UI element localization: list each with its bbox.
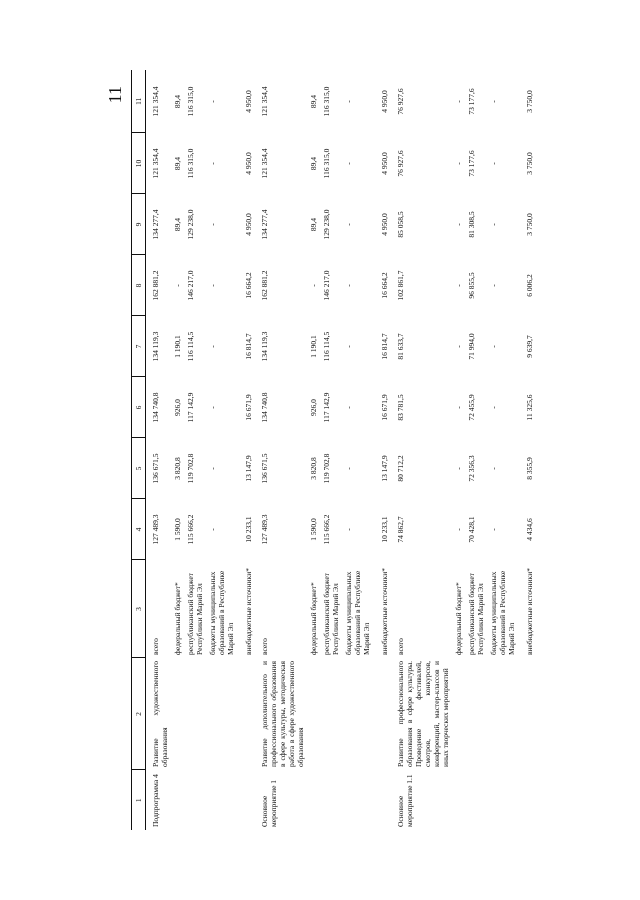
- funding-source-cell: бюджеты муниципальных образований в Республике Марий Эл: [208, 570, 235, 655]
- amount-cell: -: [344, 406, 353, 409]
- table-header-row: [132, 70, 146, 830]
- table-row: [184, 70, 206, 830]
- amount-cell: 102 861,7: [396, 270, 405, 301]
- amount-cell: -: [208, 162, 217, 165]
- funding-source-cell: федеральный бюджет*: [309, 582, 318, 655]
- program-code-cell: Основное мероприятие 1.1: [396, 774, 414, 827]
- amount-cell: -: [208, 528, 217, 531]
- table-row: [320, 70, 342, 830]
- amount-cell: 116 315,0: [186, 148, 195, 179]
- amount-cell: -: [489, 223, 498, 226]
- amount-cell: 16 664,2: [380, 272, 389, 299]
- amount-cell: 926,0: [173, 399, 182, 416]
- amount-cell: 89,4: [309, 217, 318, 232]
- amount-cell: -: [208, 406, 217, 409]
- amount-cell: 116 114,5: [322, 331, 331, 362]
- amount-cell: 4 434,6: [525, 518, 534, 541]
- funding-source-cell: республиканский бюджет Республики Марий Эл: [322, 573, 340, 655]
- amount-cell: 72 455,9: [467, 394, 476, 421]
- amount-cell: 16 814,7: [380, 333, 389, 360]
- amount-cell: -: [208, 223, 217, 226]
- amount-cell: 146 217,0: [322, 270, 331, 301]
- table-row: [342, 70, 378, 830]
- column-header: 6: [132, 377, 146, 438]
- amount-cell: 13 147,9: [244, 455, 253, 482]
- amount-cell: 16 664,2: [244, 272, 253, 299]
- amount-cell: 71 994,0: [467, 333, 476, 360]
- column-header: 2: [132, 658, 146, 770]
- amount-cell: -: [454, 345, 463, 348]
- amount-cell: -: [454, 223, 463, 226]
- funding-source-cell: внебюджетные источники*: [380, 568, 389, 655]
- amount-cell: 116 315,0: [322, 148, 331, 179]
- amount-cell: 134 740,8: [151, 392, 160, 423]
- program-name-cell: [206, 658, 242, 770]
- column-header: 11: [132, 70, 146, 133]
- column-header: 3: [132, 560, 146, 658]
- amount-cell: 116 315,0: [186, 86, 195, 117]
- amount-cell: 76 927,6: [396, 88, 405, 115]
- program-code-cell: [378, 770, 391, 830]
- program-name-cell: Развитие художественного образования: [151, 661, 169, 767]
- amount-cell: 10 233,1: [244, 516, 253, 543]
- amount-cell: 16 671,9: [244, 394, 253, 421]
- program-name-cell: [487, 658, 523, 770]
- amount-cell: -: [489, 406, 498, 409]
- amount-cell: 1 190,1: [173, 335, 182, 358]
- program-code-cell: Основное мероприятие 1: [260, 779, 278, 827]
- amount-cell: -: [454, 284, 463, 287]
- funding-source-cell: внебюджетные источники*: [525, 568, 534, 655]
- amount-cell: 134 277,4: [260, 209, 269, 240]
- amount-cell: 146 217,0: [186, 270, 195, 301]
- amount-cell: 3 820,8: [173, 457, 182, 480]
- amount-cell: 115 666,2: [322, 514, 331, 545]
- table-row: [378, 70, 391, 830]
- amount-cell: 8 355,9: [525, 457, 534, 480]
- funding-source-cell: бюджеты муниципальных образований в Республике Марий Эл: [489, 570, 516, 655]
- amount-cell: 81 308,5: [467, 211, 476, 238]
- program-name-cell: [342, 658, 378, 770]
- amount-cell: 80 712,2: [396, 455, 405, 482]
- amount-cell: 10 233,1: [380, 516, 389, 543]
- amount-cell: -: [309, 284, 318, 287]
- amount-cell: 121 354,4: [151, 148, 160, 179]
- amount-cell: 89,4: [309, 94, 318, 109]
- program-name-cell: [452, 658, 465, 770]
- amount-cell: -: [489, 100, 498, 103]
- table-row: [242, 70, 255, 830]
- amount-cell: 83 781,5: [396, 394, 405, 421]
- program-name-cell: [171, 658, 184, 770]
- table-row: [206, 70, 242, 830]
- amount-cell: 117 142,9: [186, 392, 195, 423]
- amount-cell: 4 950,0: [244, 152, 253, 175]
- amount-cell: 127 489,3: [260, 514, 269, 545]
- amount-cell: 73 177,6: [467, 150, 476, 177]
- amount-cell: -: [344, 345, 353, 348]
- program-name-cell: [378, 658, 391, 770]
- amount-cell: 85 058,5: [396, 211, 405, 238]
- amount-cell: 70 428,1: [467, 516, 476, 543]
- program-code-cell: [342, 770, 378, 830]
- program-name-cell: [242, 658, 255, 770]
- amount-cell: 119 702,8: [186, 453, 195, 484]
- program-code-cell: [206, 770, 242, 830]
- amount-cell: -: [344, 528, 353, 531]
- column-header: 1: [132, 770, 146, 830]
- amount-cell: 162 881,2: [151, 270, 160, 301]
- table-row: [307, 70, 320, 830]
- program-name-cell: [320, 658, 342, 770]
- amount-cell: 89,4: [309, 156, 318, 171]
- amount-cell: 136 671,5: [151, 453, 160, 484]
- amount-cell: 117 142,9: [322, 392, 331, 423]
- funding-source-cell: республиканский бюджет Республики Марий Эл: [467, 573, 485, 655]
- amount-cell: 4 950,0: [380, 213, 389, 236]
- amount-cell: 3 750,0: [525, 213, 534, 236]
- amount-cell: 116 315,0: [322, 86, 331, 117]
- table-row: [465, 70, 487, 830]
- amount-cell: 4 950,0: [244, 90, 253, 113]
- amount-cell: 119 702,8: [322, 453, 331, 484]
- budget-table: [131, 70, 536, 830]
- amount-cell: 134 119,3: [151, 331, 160, 362]
- program-code-cell: [487, 770, 523, 830]
- amount-cell: 134 277,4: [151, 209, 160, 240]
- column-header: 8: [132, 255, 146, 316]
- amount-cell: 11 325,6: [525, 394, 534, 421]
- amount-cell: 127 489,3: [151, 514, 160, 545]
- amount-cell: -: [344, 100, 353, 103]
- amount-cell: 121 354,4: [151, 86, 160, 117]
- amount-cell: -: [489, 467, 498, 470]
- amount-cell: -: [344, 284, 353, 287]
- program-code-cell: [523, 770, 536, 830]
- amount-cell: -: [208, 345, 217, 348]
- amount-cell: 3 750,0: [525, 152, 534, 175]
- column-header: 5: [132, 438, 146, 499]
- amount-cell: 73 177,6: [467, 88, 476, 115]
- column-header: 10: [132, 133, 146, 194]
- amount-cell: 3 820,8: [309, 457, 318, 480]
- amount-cell: 89,4: [173, 217, 182, 232]
- amount-cell: -: [208, 467, 217, 470]
- program-code-cell: [307, 770, 320, 830]
- amount-cell: 89,4: [173, 156, 182, 171]
- amount-cell: -: [489, 345, 498, 348]
- program-name-cell: Развитие профессионального образования в сфере культуры. Проведение фестивалей, смотров, конкурсов, конференций, мастер-классов и иных творческих мероприятий: [396, 661, 450, 767]
- column-header: 4: [132, 499, 146, 560]
- amount-cell: -: [208, 100, 217, 103]
- funding-source-cell: республиканский бюджет Республики Марий Эл: [186, 573, 204, 655]
- amount-cell: 4 950,0: [380, 90, 389, 113]
- amount-cell: -: [489, 284, 498, 287]
- amount-cell: 16 814,7: [244, 333, 253, 360]
- funding-source-cell: федеральный бюджет*: [173, 582, 182, 655]
- table-row: [452, 70, 465, 830]
- amount-cell: 4 950,0: [244, 213, 253, 236]
- amount-cell: 116 114,5: [186, 331, 195, 362]
- program-name-cell: [307, 658, 320, 770]
- amount-cell: 76 927,6: [396, 150, 405, 177]
- program-name-cell: Развитие дополнительного и профессионального образования в сфере культуры, методическая работа в сфере художественного образования: [260, 661, 305, 767]
- program-name-cell: [523, 658, 536, 770]
- amount-cell: 115 666,2: [186, 514, 195, 545]
- program-code-cell: [171, 770, 184, 830]
- program-code-cell: Подпрограмма 4: [151, 774, 160, 827]
- amount-cell: 1 590,0: [173, 518, 182, 541]
- program-name-cell: [184, 658, 206, 770]
- program-code-cell: [320, 770, 342, 830]
- amount-cell: 129 238,0: [322, 209, 331, 240]
- amount-cell: 13 147,9: [380, 455, 389, 482]
- funding-source-cell: федеральный бюджет*: [454, 582, 463, 655]
- amount-cell: -: [454, 467, 463, 470]
- amount-cell: 16 671,9: [380, 394, 389, 421]
- amount-cell: 162 881,2: [260, 270, 269, 301]
- funding-source-cell: всего: [260, 638, 269, 655]
- program-code-cell: [184, 770, 206, 830]
- amount-cell: 72 356,3: [467, 455, 476, 482]
- amount-cell: 96 855,5: [467, 272, 476, 299]
- amount-cell: 9 639,7: [525, 335, 534, 358]
- column-header: 9: [132, 194, 146, 255]
- amount-cell: -: [344, 162, 353, 165]
- page-number: 11: [105, 86, 125, 104]
- amount-cell: 89,4: [173, 94, 182, 109]
- rotated-content: [105, 70, 535, 830]
- amount-cell: -: [454, 406, 463, 409]
- amount-cell: 121 354,4: [260, 148, 269, 179]
- amount-cell: 121 354,4: [260, 86, 269, 117]
- funding-source-cell: внебюджетные источники*: [244, 568, 253, 655]
- amount-cell: -: [489, 162, 498, 165]
- amount-cell: -: [208, 284, 217, 287]
- amount-cell: -: [344, 467, 353, 470]
- column-header: 7: [132, 316, 146, 377]
- amount-cell: 4 950,0: [380, 152, 389, 175]
- amount-cell: 129 238,0: [186, 209, 195, 240]
- amount-cell: -: [344, 223, 353, 226]
- amount-cell: 74 862,7: [396, 516, 405, 543]
- amount-cell: -: [173, 284, 182, 287]
- program-code-cell: [242, 770, 255, 830]
- program-name-cell: [465, 658, 487, 770]
- funding-source-cell: всего: [396, 638, 405, 655]
- program-code-cell: [452, 770, 465, 830]
- amount-cell: 6 006,2: [525, 274, 534, 297]
- amount-cell: 136 671,5: [260, 453, 269, 484]
- amount-cell: -: [454, 162, 463, 165]
- program-code-cell: [465, 770, 487, 830]
- table-row: [171, 70, 184, 830]
- table-row: [255, 70, 307, 830]
- table-row: [523, 70, 536, 830]
- amount-cell: -: [489, 528, 498, 531]
- table-row: [487, 70, 523, 830]
- amount-cell: 1 190,1: [309, 335, 318, 358]
- amount-cell: -: [454, 100, 463, 103]
- funding-source-cell: всего: [151, 638, 160, 655]
- funding-source-cell: бюджеты муниципальных образований в Республике Марий Эл: [344, 570, 371, 655]
- amount-cell: -: [454, 528, 463, 531]
- amount-cell: 926,0: [309, 399, 318, 416]
- table-row: [146, 70, 172, 830]
- amount-cell: 134 119,3: [260, 331, 269, 362]
- table-row: [391, 70, 452, 830]
- amount-cell: 1 590,0: [309, 518, 318, 541]
- amount-cell: 3 750,0: [525, 90, 534, 113]
- amount-cell: 134 740,8: [260, 392, 269, 423]
- amount-cell: 81 633,7: [396, 333, 405, 360]
